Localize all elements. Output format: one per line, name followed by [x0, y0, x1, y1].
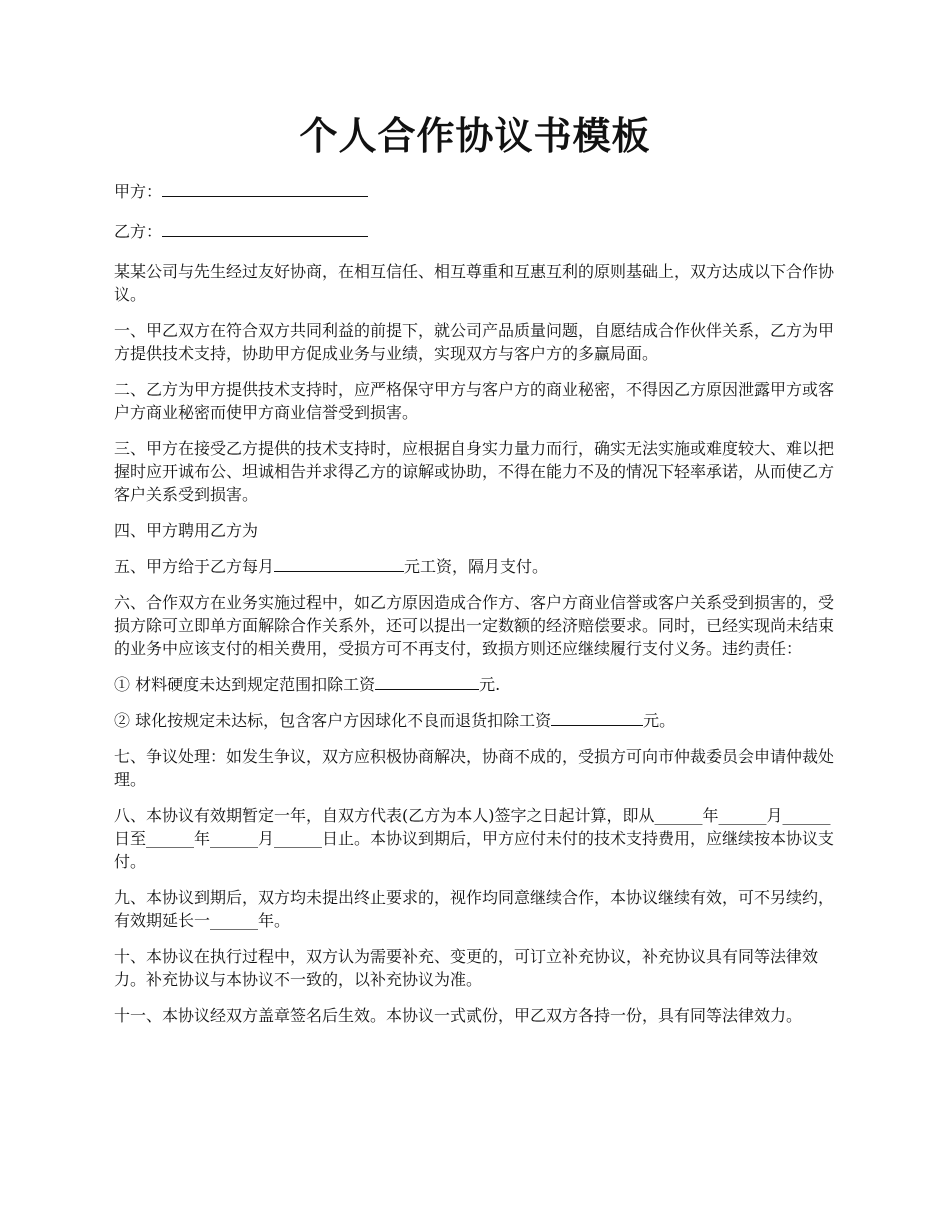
party-a-line [114, 180, 842, 203]
clause-7: 七、争议处理：如发生争议，双方应积极协商解决，协商不成的，受损方可向市仲裁委员会申请仲裁处理。 [114, 747, 835, 789]
penalty-1-text-a: ① 材料硬度未达到规定范围扣除工资 [114, 675, 376, 694]
clause-10: 十、本协议在执行过程中，双方认为需要补充、变更的，可订立补充协议，补充协议具有同等法律效力。补充协议与本协议不一致的，以补充协议为准。 [114, 947, 819, 989]
party-b-blank [162, 220, 368, 237]
penalty-1-text-b: 元. [479, 675, 501, 694]
clause-9: 九、本协议到期后，双方均未提出终止要求的，视作均同意继续合作，本协议继续有效，可不另续约，有效期延长一______年。 [114, 888, 835, 930]
clause-5-text-b: 元工资，隔月支付。 [404, 557, 549, 576]
clause-4: 四、甲方聘用乙方为 [114, 521, 259, 540]
clause-2: 二、乙方为甲方提供技术支持时，应严格保守甲方与客户方的商业秘密，不得因乙方原因泄露甲方或客户方商业秘密而使甲方商业信誉受到损害。 [114, 380, 835, 422]
salary-blank [274, 555, 404, 572]
clause-3: 三、甲方在接受乙方提供的技术支持时，应根据自身实力量力而行，确实无法实施或难度较大、难以把握时应开诚布公、坦诚相告并求得乙方的谅解或协助，不得在能力不及的情况下轻率承诺，从而使乙方客户关系受到损害。 [114, 439, 835, 504]
penalty-2-text-a: ② 球化按规定未达标，包含客户方因球化不良而退货扣除工资 [114, 711, 552, 730]
penalty-1-blank [375, 673, 479, 690]
intro-paragraph: 某某公司与先生经过友好协商，在相互信任、相互尊重和互惠互利的原则基础上，双方达成以下合作协议。 [114, 262, 835, 304]
clause-5-text-a: 五、甲方给于乙方每月 [114, 557, 275, 576]
penalty-2 [114, 709, 842, 732]
clause-11: 十一、本协议经双方盖章签名后生效。本协议一式贰份，甲乙双方各持一份，具有同等法律效力。 [114, 1006, 803, 1025]
penalty-2-text-b: 元。 [643, 711, 676, 730]
document-body [114, 180, 842, 1040]
party-b-label: 乙方： [114, 222, 163, 241]
penalty-1 [114, 673, 842, 696]
penalty-2-blank [551, 709, 643, 726]
party-a-blank [162, 180, 368, 197]
clause-5 [114, 555, 842, 578]
document-title: 个人合作协议书模板 [299, 113, 651, 158]
party-a-label: 甲方： [114, 182, 163, 201]
clause-6: 六、合作双方在业务实施过程中，如乙方原因造成合作方、客户方商业信誉或客户关系受到损害的，受损方除可立即单方面解除合作关系外，还可以提出一定数额的经济赔偿要求。同时，已经实现尚未结束的业务中应该支付的相关费用，受损方可不再支付，致损方则还应继续履行支付义务。违约责任： [114, 593, 835, 658]
clause-8: 八、本协议有效期暂定一年，自双方代表(乙方为本人)签字之日起计算，即从______年______月______日至______年______月______日止。本协议到期后，甲方应付未付的技术支持费用，应继续按本协议支付。 [114, 806, 835, 871]
clause-1: 一、甲乙双方在符合双方共同利益的前提下，就公司产品质量问题，自愿结成合作伙伴关系，乙方为甲方提供技术支持，协助甲方促成业务与业绩，实现双方与客户方的多赢局面。 [114, 321, 835, 363]
party-b-line [114, 220, 842, 243]
